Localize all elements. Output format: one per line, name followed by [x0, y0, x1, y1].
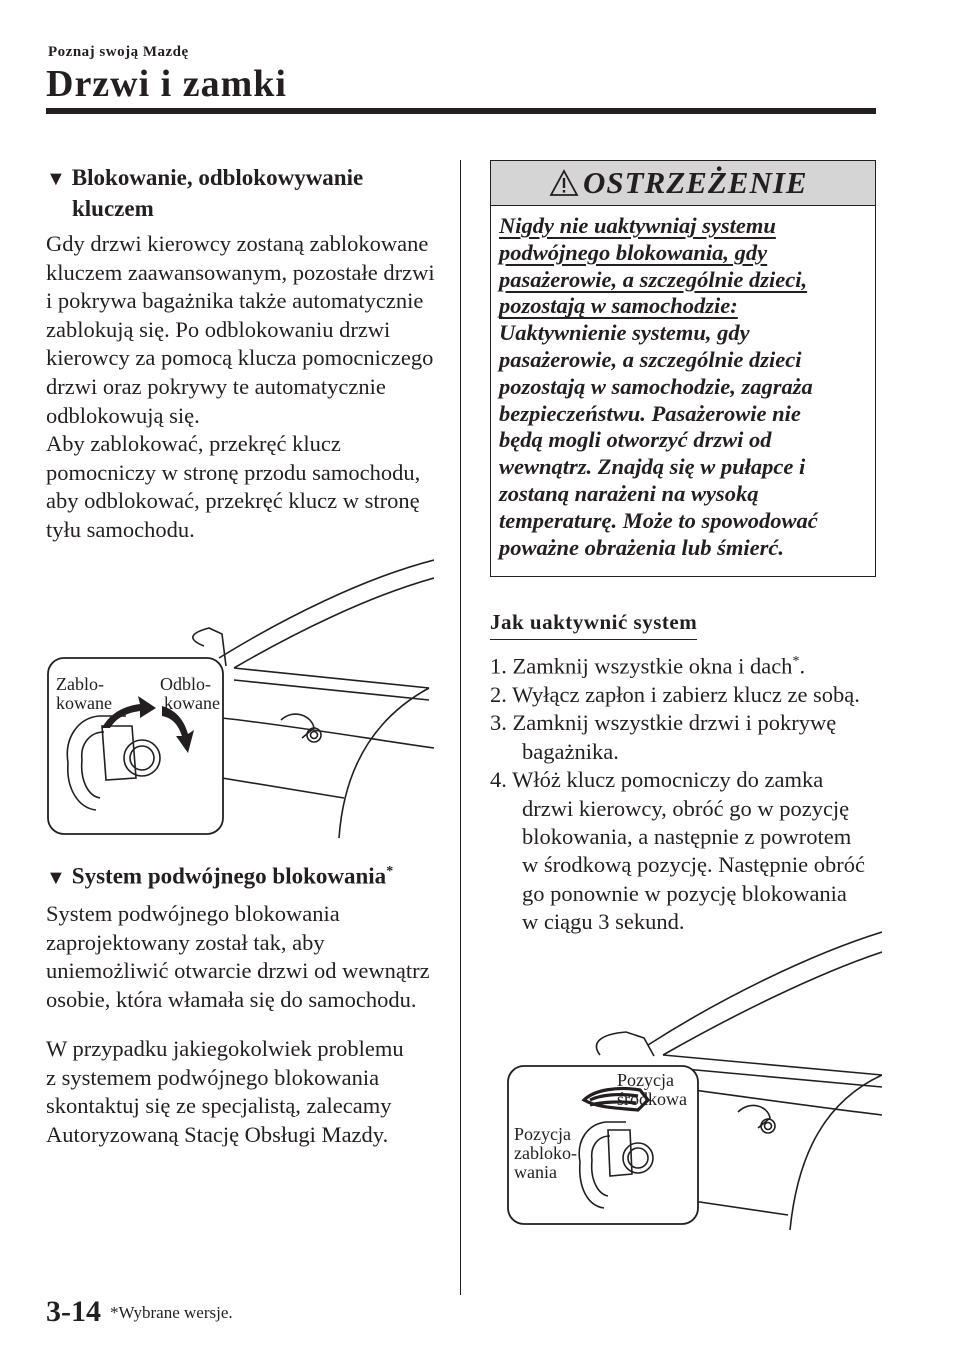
text-line: osobie, która włamała się do samochodu. [46, 986, 417, 1012]
activation-steps [490, 648, 865, 937]
step-text: . [799, 653, 806, 679]
step-3-cont: bagażnika. [522, 738, 619, 764]
header-rule [46, 108, 876, 114]
step-4-cont: w ciągu 3 sekund. [522, 909, 685, 935]
breadcrumb: Poznaj swoją Mazdę [48, 44, 189, 60]
section-heading-double-lock [46, 857, 393, 893]
warning-box [490, 160, 876, 577]
warning-triangle-icon [549, 169, 579, 197]
warning-line: zostaną narażeni na wysoką [499, 480, 759, 506]
label-line: zabloko- [514, 1143, 577, 1163]
label-center-position [617, 1071, 687, 1109]
heading-line: kluczem [72, 196, 154, 221]
text-line: W przypadku jakiegokolwiek problemu [46, 1036, 404, 1061]
step-2: 2. Wyłącz zapłon i zabierz klucz ze sobą. [490, 681, 860, 707]
text-line: tyłu samochodu. [46, 516, 195, 542]
warning-line-underlined: podwójnego blokowania, gdy [499, 239, 768, 265]
heading-text: System podwójnego blokowania [71, 863, 387, 889]
text-line: drzwi oraz pokrywy te automatycznie [46, 373, 386, 399]
footnote: *Wybrane wersje. [110, 1303, 233, 1322]
text-line: uniemożliwić otwarcie drzwi od wewnątrz [46, 958, 430, 984]
text-line: i pokrywa bagażnika także automatycznie [46, 288, 424, 314]
label-locked [56, 675, 112, 713]
chapter-title: Drzwi i zamki [46, 63, 287, 105]
section1-body [46, 230, 435, 545]
label-line: Pozycja [514, 1124, 571, 1144]
warning-line: pozostają w samochodzie, zagraża [499, 373, 813, 399]
text-line: pomocniczy w stronę przodu samochodu, [46, 459, 421, 485]
warning-line: bezpieczeństwu. Pasażerowie nie [499, 400, 801, 426]
label-line: kowane [56, 693, 112, 713]
step-3: 3. Zamknij wszystkie drzwi i pokrywę [490, 710, 837, 736]
figure-double-lock-positions [498, 930, 882, 1230]
step-text: 1. Zamknij wszystkie okna i dach [490, 653, 793, 679]
text-line: odblokowują się. [46, 402, 200, 428]
warning-line: Uaktywnienie systemu, gdy [499, 320, 750, 346]
step-1 [490, 648, 865, 681]
text-line: skontaktuj się ze specjalistą, zalecamy [46, 1093, 392, 1119]
section-heading-key-lock [46, 163, 363, 224]
text-line: kierowcy za pomocą klucza pomocniczego [46, 345, 434, 371]
label-lock-position [514, 1125, 577, 1182]
label-line: wania [514, 1162, 557, 1182]
text-line: zablokują się. Po odblokowaniu drzwi [46, 316, 391, 342]
warning-line: poważne obrażenia lub śmierć. [499, 534, 785, 560]
label-unlocked [160, 675, 220, 713]
label-line: kowane [164, 693, 220, 713]
text-line: aby odblokować, przekręć klucz w stronę [46, 488, 420, 514]
text-line: System podwójnego blokowania [46, 901, 340, 926]
figure-key-lock-unlock [44, 548, 434, 838]
optional-mark: * [792, 654, 800, 669]
step-4: 4. Włóż klucz pomocniczy do zamka [490, 767, 824, 793]
warning-line: temperaturę. Może to spowodować [499, 507, 818, 533]
activation-heading: Jak uaktywnić system [490, 610, 697, 640]
triangle-marker-icon: ▼ [46, 866, 66, 889]
page-number: 3-14 [46, 1295, 101, 1328]
text-line: kluczem zaawansowanym, pozostałe drzwi [46, 259, 435, 285]
section2-body1 [46, 900, 430, 1014]
warning-line: wewnątrz. Znajdą się w pułapce i [499, 454, 806, 480]
text-line: Aby zablokować, przekręć klucz [46, 431, 341, 457]
label-line: Zablo- [56, 674, 104, 694]
column-divider [460, 160, 461, 1295]
text-line: z systemem podwójnego blokowania [46, 1064, 380, 1090]
section2-body2 [46, 1035, 404, 1149]
warning-title: OSTRZEŻENIE [583, 165, 808, 200]
text-line: Autoryzowaną Stację Obsługi Mazdy. [46, 1121, 389, 1147]
triangle-marker-icon: ▼ [46, 168, 66, 190]
warning-line: pasażerowie, a szczególnie dzieci [499, 346, 802, 372]
heading-line: Blokowanie, odblokowywanie [71, 165, 364, 190]
door-illustration [498, 930, 882, 1230]
step-4-cont: blokowania, a następnie z powrotem [522, 823, 852, 849]
label-line: środkowa [617, 1089, 687, 1109]
warning-line-underlined: Nigdy nie uaktywniaj systemu [499, 213, 776, 238]
text-line: zaprojektowany został tak, aby [46, 929, 325, 955]
label-line: Odblo- [160, 674, 211, 694]
optional-mark: * [386, 864, 394, 879]
warning-text [499, 213, 818, 561]
step-4-cont: go ponownie w pozycję blokowania [522, 880, 847, 906]
text-line: Gdy drzwi kierowcy zostaną zablokowane [46, 231, 429, 256]
step-4-cont: drzwi kierowcy, obróć go w pozycję [522, 795, 850, 821]
step-4-cont: w środkową pozycję. Następnie obróć [522, 852, 866, 878]
warning-header [491, 161, 875, 206]
warning-line-underlined: pasażerowie, a szczególnie dzieci, [499, 266, 808, 292]
warning-line-underlined: pozostają w samochodzie: [499, 293, 738, 319]
label-line: Pozycja [617, 1070, 674, 1090]
warning-line: będą mogli otworzyć drzwi od [499, 427, 772, 453]
